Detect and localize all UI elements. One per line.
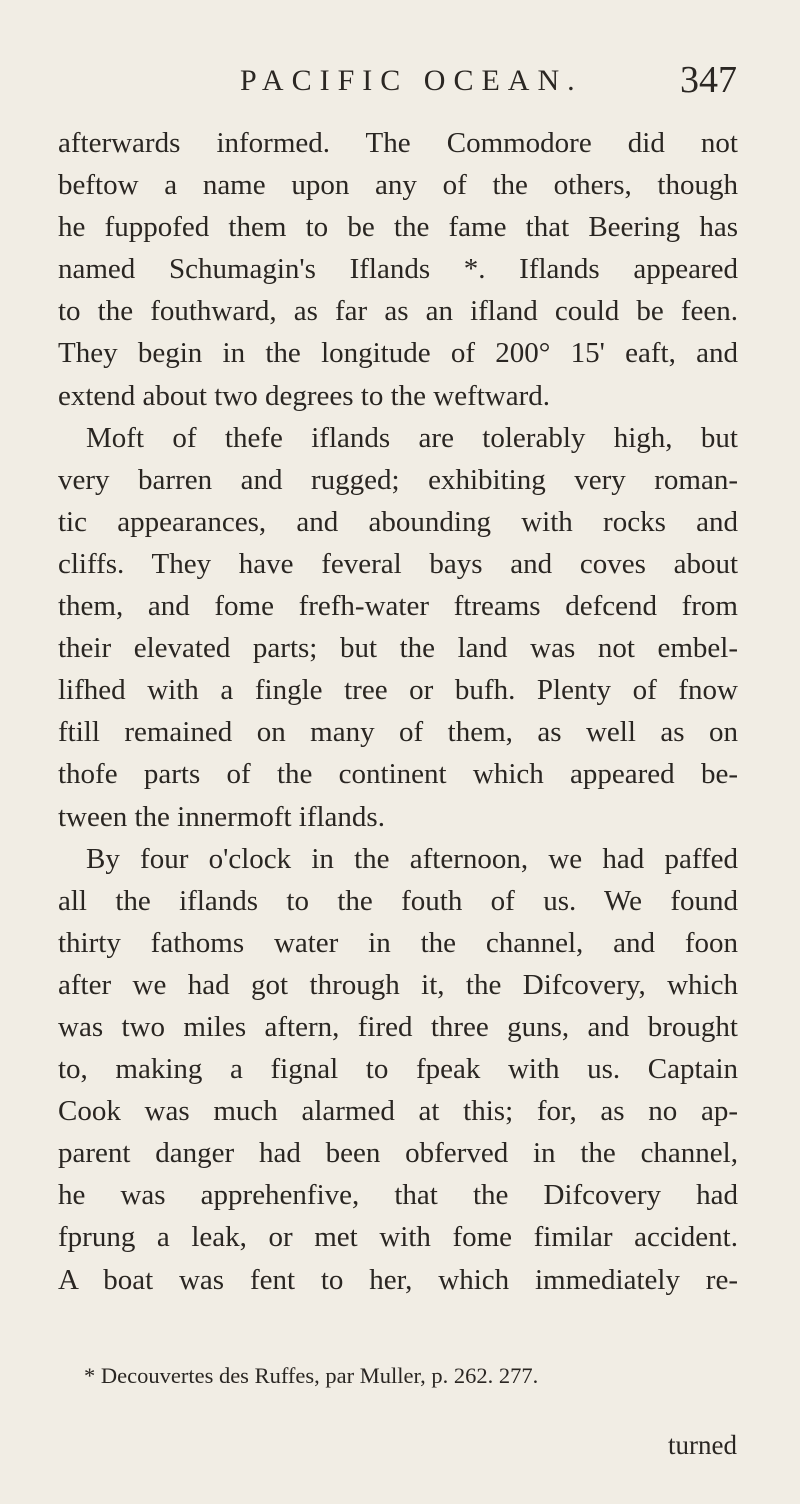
page-header: [0, 58, 800, 108]
running-head: PACIFIC OCEAN.: [240, 64, 583, 97]
text-line: beftow a name upon any of the others, though: [58, 169, 738, 202]
text-line: extend about two degrees to the weftward.: [58, 379, 551, 412]
text-line: By four o'clock in the afternoon, we had paffed: [86, 842, 738, 875]
text-line: named Schumagin's Iflands *. Iflands appeared: [58, 253, 738, 286]
text-line: lifhed with a fingle tree or bufh. Plenty of fnow: [58, 674, 738, 707]
text-line: was two miles aftern, fired three guns, and brought: [58, 1010, 738, 1043]
page-number: 347: [680, 59, 737, 101]
text-line: ftill remained on many of them, as well as on: [58, 716, 738, 749]
paragraph: [58, 838, 738, 1301]
text-line: They begin in the longitude of 200° 15' eaft, and: [58, 337, 738, 370]
footnote: * Decouvertes des Ruffes, par Muller, p. 262. 277.: [84, 1363, 539, 1388]
text-line: A boat was fent to her, which immediately re-: [58, 1263, 738, 1296]
text-line: tween the innermoft iflands.: [58, 800, 385, 833]
text-line: thofe parts of the continent which appeared be-: [58, 758, 738, 791]
text-line: very barren and rugged; exhibiting very roman-: [58, 463, 738, 496]
text-line: all the iflands to the fouth of us. We found: [58, 884, 738, 917]
text-line: he fuppofed them to be the fame that Beering has: [58, 211, 738, 244]
text-line: he was apprehenfive, that the Difcovery had: [58, 1179, 738, 1212]
text-line: cliffs. They have feveral bays and coves about: [58, 547, 738, 580]
text-line: to the fouthward, as far as an ifland could be feen.: [58, 295, 738, 328]
text-line: fprung a leak, or met with fome fimilar accident.: [58, 1221, 738, 1254]
text-line: to, making a fignal to fpeak with us. Captain: [58, 1053, 738, 1086]
body-text: [58, 122, 738, 1301]
catchword: turned: [668, 1430, 737, 1460]
text-line: their elevated parts; but the land was not embel-: [58, 632, 738, 665]
paragraph: [58, 122, 738, 417]
text-line: tic appearances, and abounding with rocks and: [58, 505, 738, 538]
text-line: Cook was much alarmed at this; for, as no ap-: [58, 1095, 738, 1128]
text-line: parent danger had been obferved in the channel,: [58, 1137, 738, 1170]
paragraph: [58, 417, 738, 838]
text-line: them, and fome frefh-water ftreams defcend from: [58, 590, 738, 623]
text-line: afterwards informed. The Commodore did not: [58, 127, 738, 159]
text-line: thirty fathoms water in the channel, and foon: [58, 926, 738, 959]
text-line: after we had got through it, the Difcovery, which: [58, 968, 738, 1001]
text-line: Moft of thefe iflands are tolerably high, but: [86, 421, 738, 454]
